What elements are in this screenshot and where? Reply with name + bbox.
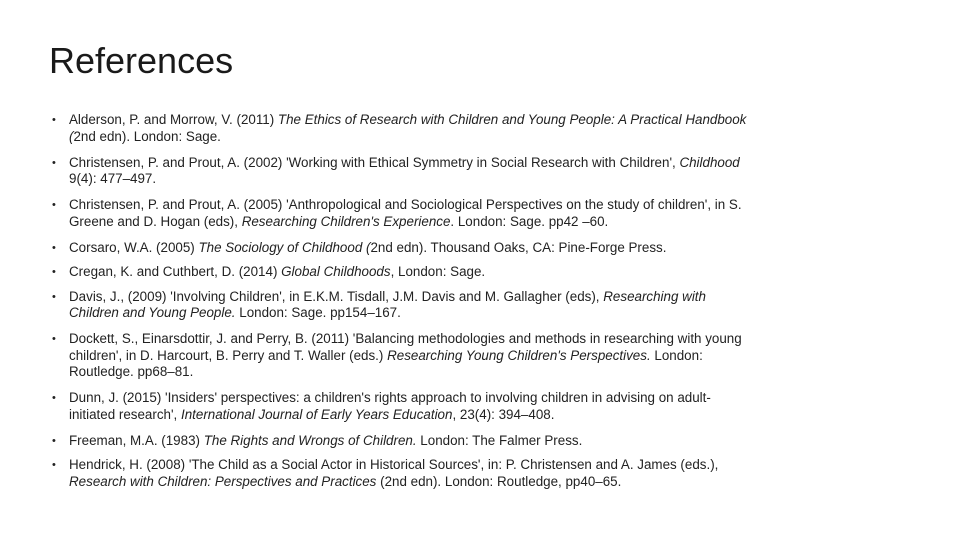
bullet-icon: • [52,392,56,404]
reference-item: • Hendrick, H. (2008) 'The Child as a Social Actor in Historical Sources', in: P. Christensen and A. James (eds.), Research with Children: Perspectives and Practices (2nd edn). London: Routledge, pp40–65. [52,457,719,489]
reference-item: • Christensen, P. and Prout, A. (2002) 'Working with Ethical Symmetry in Social Research with Children', Childhood 9(4): 477–497. [52,154,740,186]
bullet-icon: • [52,199,56,211]
reference-item: • Corsaro, W.A. (2005) The Sociology of Childhood (2nd edn). Thousand Oaks, CA: Pine-Forge Press. [52,239,667,255]
bullet-icon: • [52,241,56,254]
bullet-icon: • [52,434,56,447]
reference-item: • Davis, J., (2009) 'Involving Children', in E.K.M. Tisdall, J.M. Davis and M. Gallagher (eds), Researching with Children and Young People. London: Sage. pp154–167. [52,288,706,320]
bullet-icon: • [52,333,56,345]
page-title: References [49,40,234,81]
reference-item: • Alderson, P. and Morrow, V. (2011) The Ethics of Research with Children and Young People: A Practical Handbook (2nd edn). London: Sage. [52,112,747,144]
reference-item: • Freeman, M.A. (1983) The Rights and Wrongs of Children. London: The Falmer Press. [52,432,583,448]
reference-item: • Cregan, K. and Cuthbert, D. (2014) Global Childhoods, London: Sage. [52,264,486,279]
bullet-icon: • [52,266,56,278]
reference-item: • Christensen, P. and Prout, A. (2005) 'Anthropological and Sociological Perspectives on the study of children', in S. Greene and D. Hogan (eds), Researching Children's Experience. London: Sage. pp42 –60. [52,197,742,229]
bullet-icon: • [52,290,56,303]
bullet-icon: • [52,114,56,126]
bullet-icon: • [52,459,56,471]
reference-item: • Dockett, S., Einarsdottir, J. and Perry, B. (2011) 'Balancing methodologies and methods in researching with young children', in D. Harcourt, B. Perry and T. Waller (eds.) Researching Young Children's Perspectives. London: Routledge. pp68–81. [52,331,742,379]
reference-list [52,112,752,500]
reference-item: • Dunn, J. (2015) 'Insiders' perspectives: a children's rights approach to involving children in advising on adult-initiated research', International Journal of Early Years Education, 23(4): 394–408. [52,390,711,422]
bullet-icon: • [52,156,56,169]
